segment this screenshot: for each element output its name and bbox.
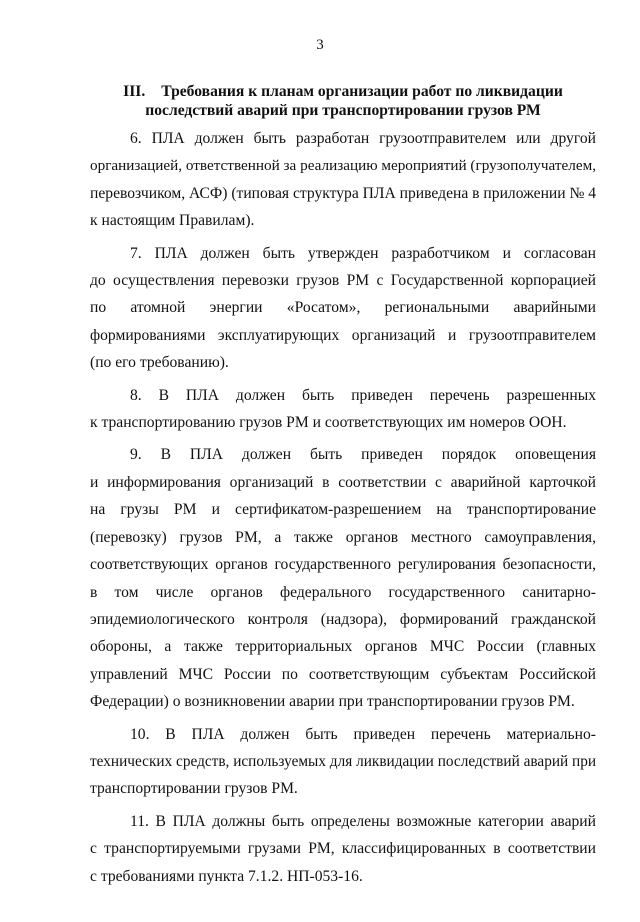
paragraph-line: на грузы РМ и сертификатом-разрешением на транспортирование — [90, 501, 596, 519]
paragraph-line: 7. ПЛА должен быть утвержден разработчиком и согласован — [130, 244, 596, 262]
page-number: 3 — [316, 37, 324, 53]
paragraph-line: к настоящим Правилам). — [90, 212, 255, 230]
paragraph-line: 9. В ПЛА должен быть приведен порядок оповещения — [130, 446, 596, 464]
paragraph-11 — [90, 808, 596, 890]
section-heading-text-1: Требования к планам организации работ по ликвидации — [161, 83, 563, 100]
paragraph-line: (по его требованию). — [90, 354, 229, 372]
paragraph-line: 10. В ПЛА должен быть приведен перечень материально- — [130, 725, 596, 743]
paragraph-6 — [90, 125, 596, 235]
paragraph-line: по атомной энергии «Росатом», региональными аварийными — [90, 299, 596, 317]
paragraph-line: (перевозку) грузов РМ, а также органов местного самоуправления, — [90, 528, 596, 546]
paragraph-line: транспортировании грузов РМ. — [90, 780, 298, 798]
paragraph-line: 11. В ПЛА должны быть определены возможные категории аварий — [130, 812, 596, 830]
paragraph-line: эпидемиологического контроля (надзора), формирований гражданской — [90, 610, 596, 628]
paragraph-line: 6. ПЛА должен быть разработан грузоотправителем или другой — [130, 130, 596, 147]
paragraph-line: к транспортированию грузов РМ и соответствующих им номеров ООН. — [90, 414, 567, 432]
paragraph-line: перевозчиком, АСФ) (типовая структура ПЛА приведена в приложении № 4 — [90, 184, 597, 202]
paragraph-8 — [90, 382, 596, 437]
paragraph-line: Федерации) о возникновении аварии при транспортировании грузов РМ. — [90, 693, 575, 711]
section-heading — [90, 82, 596, 120]
paragraph-7 — [90, 240, 596, 377]
paragraph-line: обороны, а также территориальных органов МЧС России (главных — [90, 638, 596, 656]
paragraph-line: формированиями эксплуатирующих организаций и грузоотправителем — [90, 326, 596, 344]
paragraph-line: технических средств, используемых для ликвидации последствий аварий при — [90, 752, 597, 770]
paragraph-9 — [90, 441, 596, 715]
paragraph-line: с требованиями пункта 7.1.2. НП-053-16. — [90, 867, 363, 885]
paragraph-line: в том числе органов федерального государственного санитарно- — [90, 583, 596, 601]
paragraph-line: организацией, ответственной за реализацию мероприятий (грузополучателем, — [90, 157, 596, 175]
paragraph-10 — [90, 721, 596, 803]
section-body — [90, 125, 596, 895]
paragraph-line: до осуществления перевозки грузов РМ с Государственной корпорацией — [90, 272, 596, 290]
section-heading-line-1 — [90, 82, 596, 101]
section-roman-numeral: III. — [123, 83, 146, 100]
section-heading-line-2: последствий аварий при транспортировании грузов РМ — [145, 102, 541, 119]
paragraph-line: с транспортируемыми грузами РМ, классифицированных в соответствии — [90, 840, 596, 858]
paragraph-line: 8. В ПЛА должен быть приведен перечень разрешенных — [130, 386, 596, 404]
paragraph-line: управлений МЧС России по соответствующим субъектам Российской — [90, 665, 596, 683]
paragraph-line: и информирования организаций в соответствии с аварийной карточкой — [90, 473, 596, 491]
paragraph-line: соответствующих органов государственного регулирования безопасности, — [90, 556, 596, 574]
